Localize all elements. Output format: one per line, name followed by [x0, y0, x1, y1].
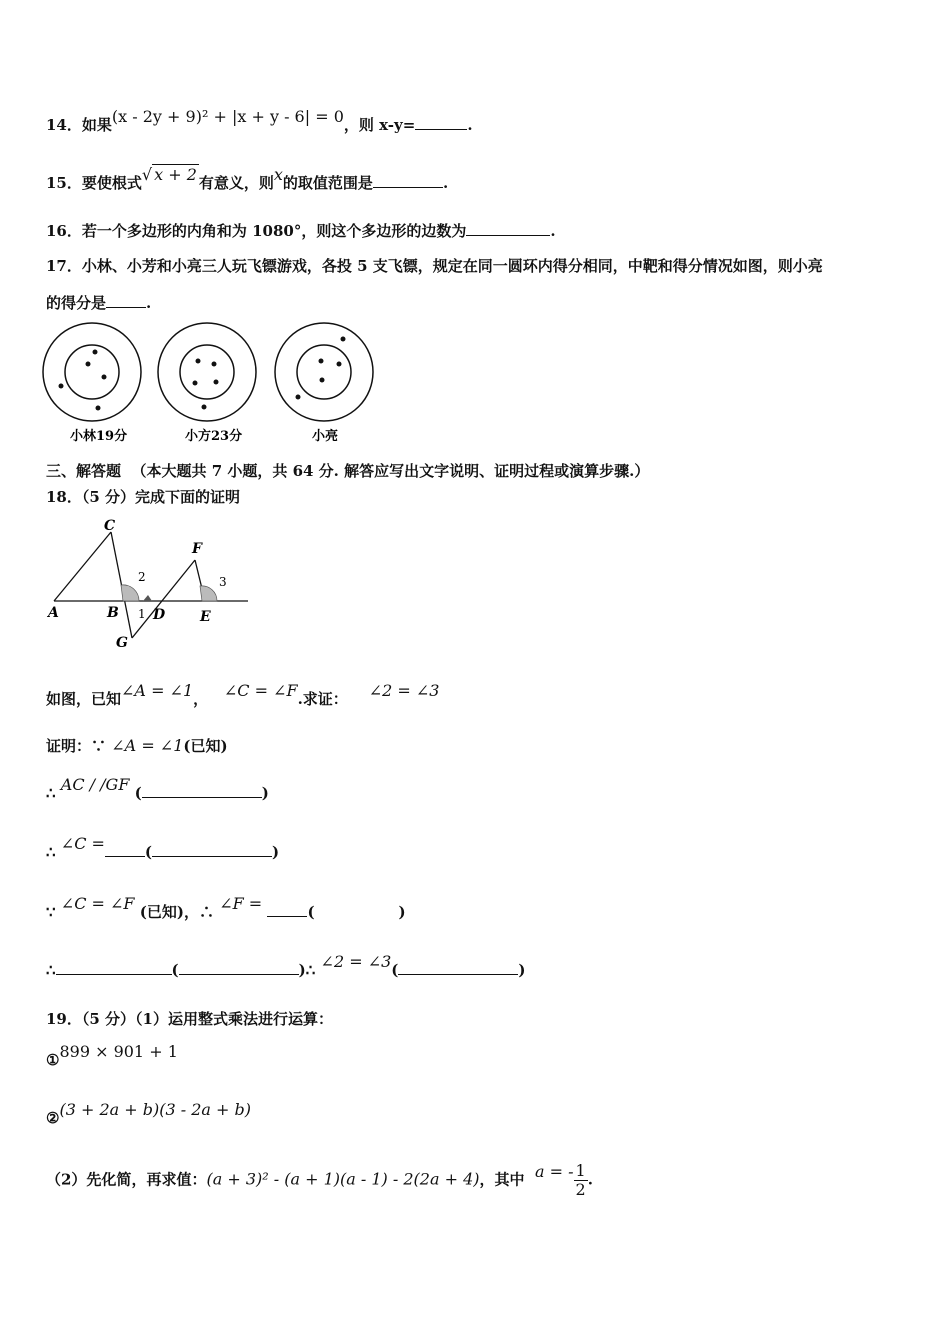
therefore-symbol: ∴	[305, 961, 316, 979]
question-14	[46, 107, 473, 135]
question-text: 的得分是	[46, 294, 107, 312]
math-expression: 899 × 901 + 1	[59, 1042, 178, 1061]
answer-blank[interactable]	[106, 293, 146, 308]
proof-step-2	[46, 775, 269, 802]
angle-label: 3	[219, 575, 227, 589]
dartboard-xiaoliang	[275, 323, 373, 444]
question-text: 如图，已知	[46, 690, 122, 708]
dartboard-label: 小林19分	[70, 429, 128, 444]
answer-blank[interactable]	[415, 115, 467, 130]
question-text: 完成下面的证明	[135, 488, 241, 506]
question-text: 若一个多边形的内角和为 1080°，则这个多边形的边数为	[81, 222, 467, 240]
math-expression: ∠2 = ∠3	[368, 681, 440, 700]
point-label: A	[48, 605, 59, 621]
math-expression: (x - 2y + 9)² + |x + y - 6| = 0	[111, 107, 344, 126]
score: （5 分）	[81, 488, 136, 506]
question-text: 要使根式	[81, 174, 142, 192]
reason-blank[interactable]	[179, 960, 299, 975]
question-text: ，其中	[479, 1170, 525, 1189]
fraction-denominator: 2	[575, 1180, 586, 1199]
paren: )	[398, 903, 406, 921]
paren: (	[171, 961, 179, 979]
question-text: 有意义，则	[198, 174, 274, 192]
because-symbol: ∵	[91, 737, 107, 755]
point-label: E	[200, 609, 211, 625]
angle-label: 1	[138, 607, 146, 621]
question-16	[46, 220, 556, 241]
q19-item-2	[46, 1100, 252, 1127]
answer-blank[interactable]	[373, 173, 443, 188]
item-marker: ①	[46, 1051, 60, 1069]
math-expression: (3 + 2a + b)(3 - 2a + b)	[59, 1100, 252, 1119]
reason-blank[interactable]	[398, 960, 518, 975]
fraction	[574, 1162, 588, 1199]
proof-step-5	[46, 952, 526, 979]
paren: )	[272, 843, 280, 861]
reason: (已知)	[183, 737, 228, 755]
question-text: 的取值范围是	[282, 174, 373, 192]
proof-label: 证明：	[46, 737, 92, 755]
therefore-symbol: ∴	[46, 784, 56, 802]
because-symbol: ∵	[46, 903, 56, 921]
section-title: 三、解答题	[46, 462, 122, 480]
math-expression: ∠C =	[60, 834, 105, 853]
math-expression: ∠C = ∠F	[223, 681, 298, 700]
point-label: C	[104, 518, 116, 534]
question-text: （1）运用整式乘法进行运算：	[135, 1010, 333, 1028]
item-marker: ②	[46, 1109, 60, 1127]
question-17	[46, 255, 823, 276]
answer-blank[interactable]	[466, 221, 550, 236]
point-label: G	[116, 635, 128, 651]
paren: (	[307, 903, 315, 921]
score: （5 分）	[81, 1010, 136, 1028]
reason-blank[interactable]	[142, 783, 262, 798]
question-19	[46, 1008, 333, 1029]
question-text: （2）先化简，再求值：	[46, 1170, 207, 1189]
proof-step-4	[46, 894, 406, 922]
period: .	[550, 222, 556, 240]
therefore-symbol: ∴	[198, 903, 214, 921]
point-label: D	[153, 607, 166, 623]
question-18	[46, 486, 240, 507]
dartboard-figure	[40, 318, 390, 448]
reason: (已知)，	[139, 903, 199, 921]
geometry-figure	[40, 512, 260, 657]
proof-step-3	[46, 834, 280, 861]
question-number: 19．	[46, 1010, 82, 1028]
question-number: 14．	[46, 116, 82, 134]
question-text: ，则 x-y=	[343, 116, 416, 134]
comma: ，	[193, 690, 209, 708]
dartboard-label: 小亮	[312, 429, 339, 444]
paren: (	[391, 961, 399, 979]
proof-step-1	[46, 735, 228, 756]
answer-blank[interactable]	[105, 842, 145, 857]
answer-blank[interactable]	[267, 902, 307, 917]
paren: (	[134, 784, 142, 802]
paren: (	[144, 843, 153, 861]
question-number: 18．	[46, 488, 82, 506]
question-text: 小林、小芳和小亮三人玩飞镖游戏，各投 5 支飞镖，规定在同一圆环内得分相同，中靶和得分情况如图，则小亮	[81, 257, 823, 275]
point-label: F	[192, 541, 202, 557]
radical-expression: √ x + 2	[141, 165, 197, 184]
math-expression: a = -	[534, 1161, 574, 1181]
section-3-header	[46, 460, 649, 481]
math-expression: AC / /GF	[60, 775, 130, 794]
answer-blank[interactable]	[56, 960, 172, 975]
question-number: 15．	[46, 174, 82, 192]
period: .	[467, 116, 473, 134]
paren: )	[298, 961, 306, 979]
period: .	[587, 1170, 593, 1189]
question-15	[46, 165, 449, 193]
q19-item-1	[46, 1042, 178, 1069]
radicand: x + 2	[154, 165, 197, 184]
period: .	[442, 174, 449, 192]
math-expression: ∠A = ∠1	[111, 736, 184, 755]
reason-blank[interactable]	[152, 842, 272, 857]
question-text: 如果	[81, 116, 112, 134]
period: .	[146, 294, 152, 312]
dartboard-xiaofang	[158, 323, 256, 444]
question-number: 16．	[46, 222, 82, 240]
q18-given	[46, 681, 440, 709]
therefore-symbol: ∴	[46, 961, 56, 979]
question-text: .求证：	[297, 690, 348, 708]
dartboard-xiaolin	[43, 323, 141, 444]
q19-part-2	[46, 1162, 593, 1199]
fraction-numerator: 1	[575, 1161, 586, 1180]
dartboard-label: 小方23分	[185, 429, 243, 444]
variable: x	[273, 165, 283, 184]
math-expression: ∠2 = ∠3	[320, 952, 392, 971]
paren: )	[261, 784, 269, 802]
section-note: （本大题共 7 小题，共 64 分. 解答应写出文字说明、证明过程或演算步骤.）	[131, 462, 650, 480]
angle-label: 2	[138, 570, 146, 584]
therefore-symbol: ∴	[46, 843, 56, 861]
question-17-line2	[46, 292, 151, 313]
math-expression: ∠A = ∠1	[121, 681, 194, 700]
math-expression: ∠F =	[219, 894, 263, 913]
math-expression: (a + 3)² - (a + 1)(a - 1) - 2(2a + 4)	[206, 1169, 480, 1189]
question-number: 17．	[46, 257, 82, 275]
point-label: B	[107, 605, 119, 621]
math-expression: ∠C = ∠F	[60, 894, 135, 913]
paren: )	[518, 961, 526, 979]
